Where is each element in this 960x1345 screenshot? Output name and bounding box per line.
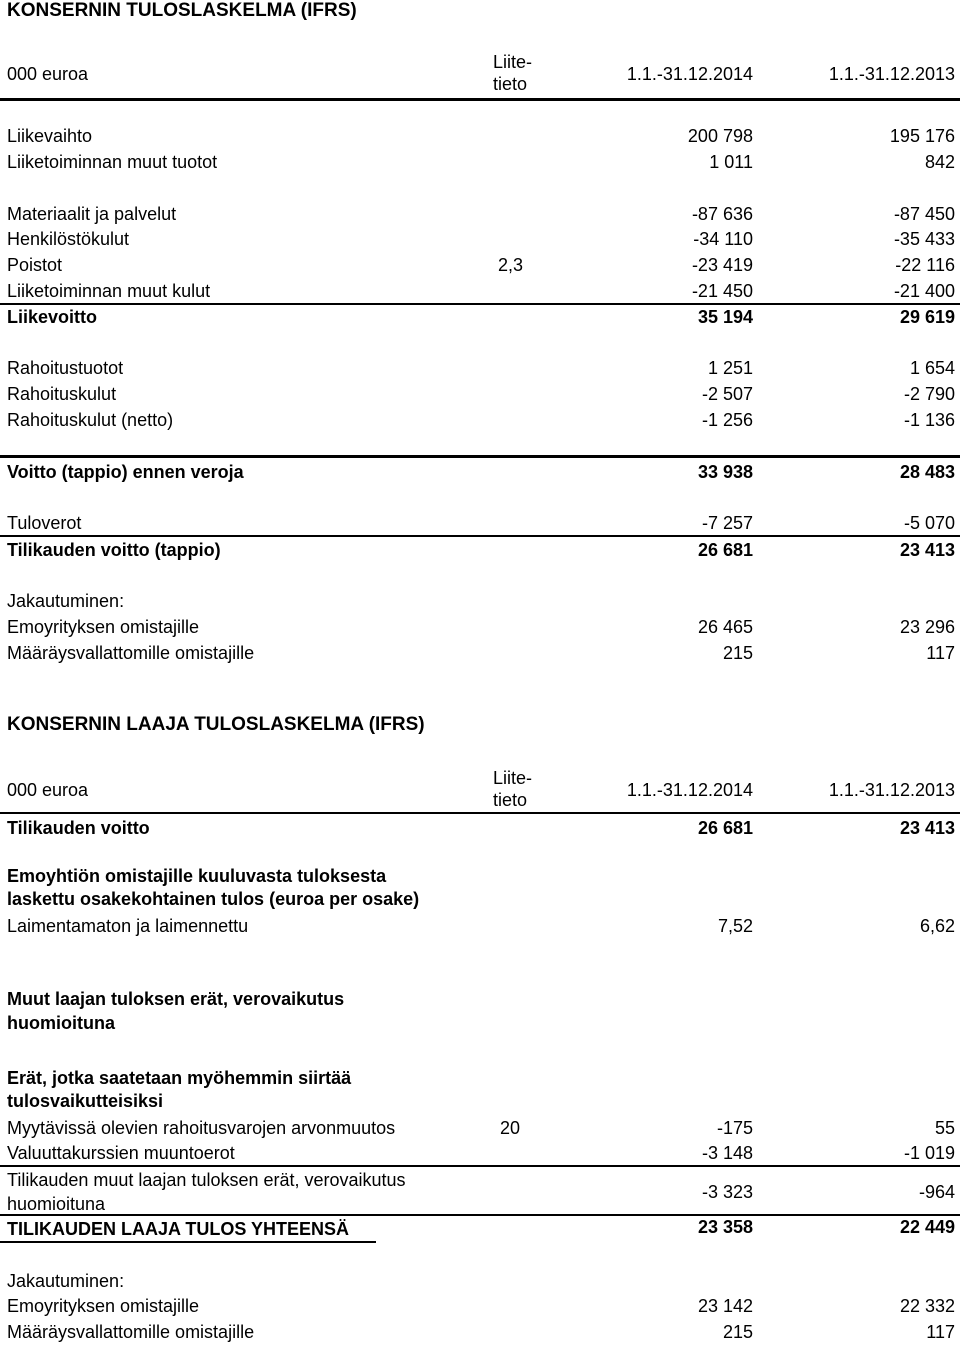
row-label: Määräysvallattomille omistajille (7, 643, 255, 663)
value-2013: 22 332 (899, 1296, 955, 1316)
value-2013: 1 654 (909, 358, 955, 378)
value-2014: 1 011 (709, 152, 753, 172)
row-label: Voitto (tappio) ennen veroja (7, 462, 244, 482)
value-2014: 35 194 (697, 307, 753, 327)
note-header-line2: tieto (493, 74, 528, 94)
subtotal-rule (0, 455, 960, 458)
note-column-header (493, 767, 532, 811)
value-2013: 6,62 (919, 916, 955, 936)
distribution-label: Jakautuminen: (7, 591, 125, 611)
value-2014: 215 (722, 643, 753, 663)
header-rule (0, 812, 960, 814)
value-2013: 23 296 (899, 617, 955, 637)
value-2014: -21 450 (691, 281, 753, 301)
comprehensive-statement-title: KONSERNIN LAAJA TULOSLASKELMA (IFRS) (7, 714, 425, 735)
value-2013: -2 790 (903, 384, 955, 404)
note-header-line1: Liite- (493, 52, 533, 72)
value-2014: 23 142 (697, 1296, 753, 1316)
value-2013: 195 176 (889, 126, 955, 146)
period-2014-header: 1.1.-31.12.2014 (626, 780, 753, 800)
row-label: TILIKAUDEN LAAJA TULOS YHTEENSÄ (7, 1219, 350, 1239)
reclass-heading-line2: tulosvaikutteisiksi (7, 1091, 164, 1111)
row-label: Henkilöstökulut (7, 229, 130, 249)
value-2013: -964 (918, 1182, 955, 1202)
row-label: Liiketoiminnan muut kulut (7, 281, 211, 301)
note-ref: 20 (500, 1118, 521, 1138)
row-label: Rahoituskulut (netto) (7, 410, 174, 430)
value-2013: 23 413 (899, 818, 955, 838)
period-2013-header: 1.1.-31.12.2013 (828, 780, 955, 800)
total-underline (0, 1241, 376, 1243)
subtotal-rule (0, 1165, 960, 1167)
value-2013: -5 070 (903, 513, 955, 533)
row-label: Valuuttakurssien muuntoerot (7, 1143, 235, 1163)
eps-heading-line2: laskettu osakekohtainen tulos (euroa per osake) (7, 889, 420, 909)
oci-heading-line2: huomioituna (7, 1013, 115, 1033)
row-label: Tuloverot (7, 513, 82, 533)
note-ref: 2,3 (498, 255, 524, 275)
value-2014: -1 256 (701, 410, 753, 430)
note-header-line1: Liite- (493, 768, 533, 788)
value-2014: 26 681 (697, 540, 753, 560)
eps-heading-line1: Emoyhtiön omistajille kuuluvasta tuloksesta (7, 866, 387, 886)
value-2013: -22 116 (895, 255, 955, 275)
value-2014: 26 681 (697, 818, 753, 838)
oci-heading-line1: Muut laajan tuloksen erät, verovaikutus (7, 989, 345, 1009)
value-2013: 28 483 (899, 462, 955, 482)
value-2014: -7 257 (701, 513, 753, 533)
row-label-line2: huomioituna (7, 1194, 106, 1214)
row-label: Emoyrityksen omistajille (7, 617, 200, 637)
row-label: Liikevaihto (7, 126, 93, 146)
row-label: Poistot (7, 255, 63, 275)
unit-label: 000 euroa (7, 64, 89, 84)
period-2013-header: 1.1.-31.12.2013 (828, 64, 955, 84)
row-label: Materiaalit ja palvelut (7, 204, 177, 224)
value-2013: -87 450 (893, 204, 955, 224)
header-rule (0, 98, 960, 101)
row-label-line1: Tilikauden muut laajan tuloksen erät, verovaikutus (7, 1170, 406, 1190)
value-2013: -21 400 (893, 281, 955, 301)
value-2014: 23 358 (697, 1217, 753, 1237)
value-2013: 55 (934, 1118, 955, 1138)
row-label: Määräysvallattomille omistajille (7, 1322, 255, 1342)
value-2013: 23 413 (899, 540, 955, 560)
subtotal-rule (0, 535, 960, 537)
value-2013: 842 (924, 152, 955, 172)
value-2014: 1 251 (707, 358, 753, 378)
row-label: Myytävissä olevien rahoitusvarojen arvonmuutos (7, 1118, 396, 1138)
value-2013: 117 (926, 1322, 955, 1342)
value-2014: -87 636 (691, 204, 753, 224)
row-label: Liikevoitto (7, 307, 98, 327)
value-2013: -1 019 (903, 1143, 955, 1163)
distribution-label: Jakautuminen: (7, 1271, 125, 1291)
value-2014: 26 465 (697, 617, 753, 637)
subtotal-rule (0, 303, 960, 305)
statement-title: KONSERNIN TULOSLASKELMA (IFRS) (7, 0, 357, 21)
value-2014: -34 110 (693, 229, 753, 249)
row-label: Liiketoiminnan muut tuotot (7, 152, 218, 172)
value-2014: -3 323 (701, 1182, 753, 1202)
note-header-line2: tieto (493, 790, 528, 810)
value-2014: -3 148 (701, 1143, 753, 1163)
row-label: Rahoituskulut (7, 384, 117, 404)
value-2014: -2 507 (701, 384, 753, 404)
note-column-header (493, 51, 532, 95)
row-label: Emoyrityksen omistajille (7, 1296, 200, 1316)
value-2014: -23 419 (691, 255, 753, 275)
value-2014: 33 938 (697, 462, 753, 482)
value-2014: -175 (716, 1118, 753, 1138)
period-2014-header: 1.1.-31.12.2014 (626, 64, 753, 84)
value-2013: -35 433 (893, 229, 955, 249)
row-label: Tilikauden voitto (7, 818, 150, 838)
value-2014: 200 798 (687, 126, 753, 146)
row-label: Laimentamaton ja laimennettu (7, 916, 249, 936)
value-2013: 29 619 (899, 307, 955, 327)
reclass-heading-line1: Erät, jotka saatetaan myöhemmin siirtää (7, 1068, 352, 1088)
value-2014: 7,52 (717, 916, 753, 936)
value-2013: 22 449 (899, 1217, 955, 1237)
unit-label: 000 euroa (7, 780, 89, 800)
subtotal-rule (0, 1214, 960, 1216)
row-label: Rahoitustuotot (7, 358, 124, 378)
row-label: Tilikauden voitto (tappio) (7, 540, 221, 560)
value-2013: -1 136 (903, 410, 955, 430)
value-2013: 117 (926, 643, 955, 663)
value-2014: 215 (722, 1322, 753, 1342)
